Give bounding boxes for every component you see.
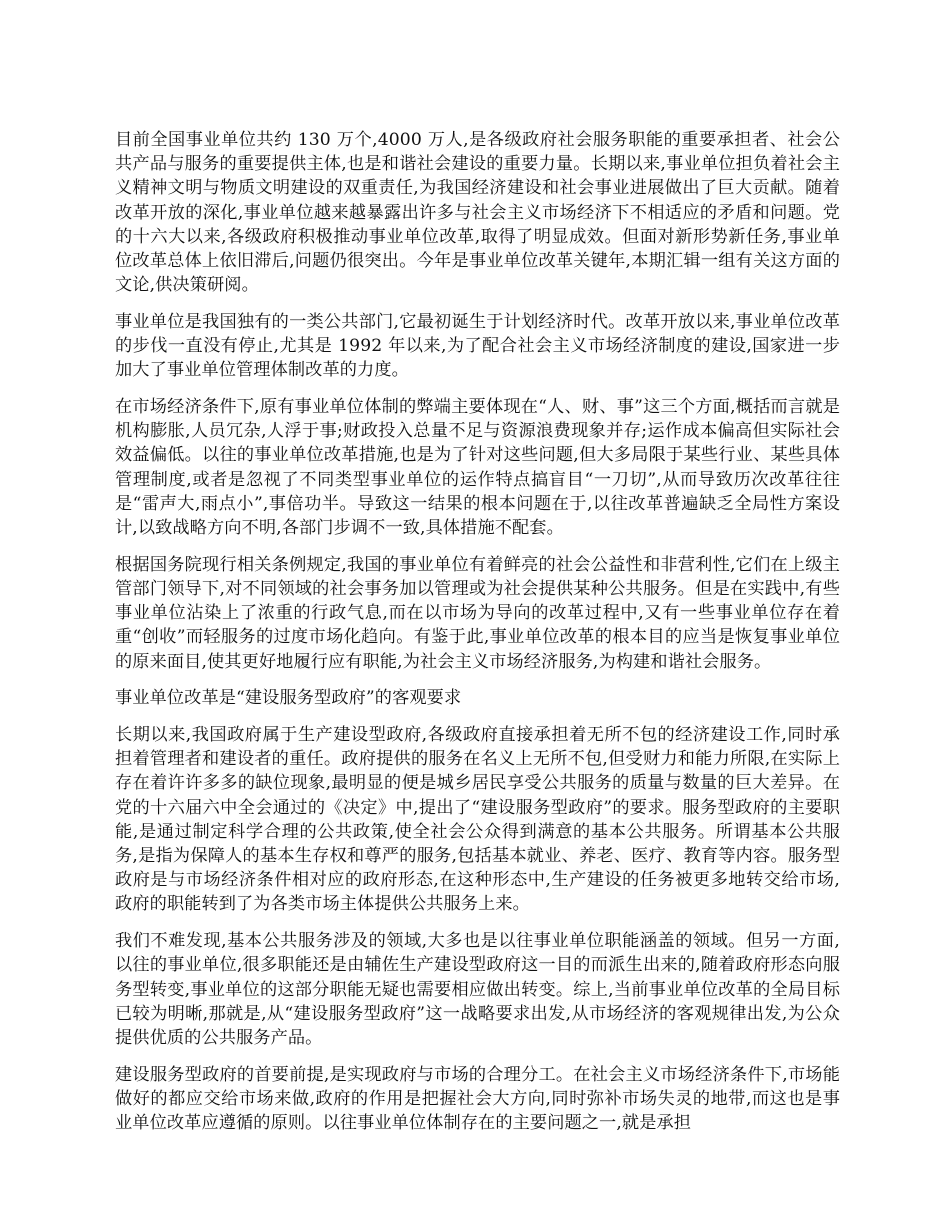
paragraph-public-services: 我们不难发现,基本公共服务涉及的领域,大多也是以往事业单位职能涵盖的领域。但另一方面,以往的事业单位,很多职能还是由辅佐生产建设型政府这一目的而派生出来的,随着政府形态向服务型转变,事业单位的这部分职能无疑也需要相应做出转变。综上,当前事业单位改革的全局目标已较为明晰,那就是,从“建设服务型政府”这一战略要求出发,从市场经济的客观规律出发,为公众提供优质的公共服务产品。 bbox=[115, 931, 840, 1048]
paragraph-market-division: 建设服务型政府的首要前提,是实现政府与市场的合理分工。在社会主义市场经济条件下,市场能做好的都应交给市场来做,政府的作用是把握社会大方向,同时弥补市场失灵的地带,而这也是事业单位改革应遵循的原则。以往事业单位体制存在的主要问题之一,就是承担 bbox=[115, 1064, 840, 1134]
paragraph-origin: 事业单位是我国独有的一类公共部门,它最初诞生于计划经济时代。改革开放以来,事业单位改革的步伐一直没有停止,尤其是 1992 年以来,为了配合社会主义市场经济制度的建设,国家进一步加大了事业单位管理体制改革的力度。 bbox=[115, 311, 840, 381]
paragraph-intro: 目前全国事业单位共约 130 万个,4000 万人,是各级政府社会服务职能的重要承担者、社会公共产品与服务的重要提供主体,也是和谐社会建设的重要力量。长期以来,事业单位担负着社会主义精神文明与物质文明建设的双重责任,为我国经济建设和社会事业进展做出了巨大贡献。随着改革开放的深化,事业单位越来越暴露出许多与社会主义市场经济下不相适应的矛盾和问题。党的十六大以来,各级政府积极推动事业单位改革,取得了明显成效。但面对新形势新任务,事业单位改革总体上依旧滞后,问题仍很突出。今年是事业单位改革关键年,本期汇辑一组有关这方面的文论,供决策研阅。 bbox=[115, 130, 840, 296]
paragraph-public-welfare: 根据国务院现行相关条例规定,我国的事业单位有着鲜亮的社会公益性和非营利性,它们在上级主管部门领导下,对不同领域的社会事务加以管理或为社会提供某种公共服务。但是在实践中,有些事业单位沾染上了浓重的行政气息,而在以市场为导向的改革过程中,又有一些事业单位存在着重“创收”而轻服务的过度市场化趋向。有鉴于此,事业单位改革的根本目的应当是恢复事业单位的原来面目,使其更好地履行应有职能,为社会主义市场经济服务,为构建和谐社会服务。 bbox=[115, 554, 840, 672]
document-body bbox=[115, 128, 840, 1148]
paragraph-service-government: 长期以来,我国政府属于生产建设型政府,各级政府直接承担着无所不包的经济建设工作,同时承担着管理者和建设者的重任。政府提供的服务在名义上无所不包,但受财力和能力所限,在实际上存在着许许多多的缺位现象,最明显的便是城乡居民享受公共服务的质量与数量的巨大差异。在党的十六届六中全会通过的《决定》中,提出了“建设服务型政府”的要求。服务型政府的主要职能,是通过制定科学合理的公共政策,使全社会公众得到满意的基本公共服务。所谓基本公共服务,是指为保障人的基本生存权和尊严的服务,包括基本就业、养老、医疗、教育等内容。服务型政府是与市场经济条件相对应的政府形态,在这种形态中,生产建设的任务被更多地转交给市场,政府的职能转到了为各类市场主体提供公共服务上来。 bbox=[115, 724, 840, 915]
paragraph-drawbacks: 在市场经济条件下,原有事业单位体制的弊端主要体现在“人、财、事”这三个方面,概括而言就是机构膨胀,人员冗杂,人浮于事;财政投入总量不足与资源浪费现象并存;运作成本偏高但实际社会效益偏低。以往的事业单位改革措施,也是为了针对这些问题,但大多局限于某些行业、某些具体管理制度,或者是忽视了不同类型事业单位的运作特点搞盲目“一刀切”,从而导致历次改革往往是“雷声大,雨点小”,事倍功半。导致这一结果的根本问题在于,以往改革普遍缺乏全局性方案设计,以致战略方向不明,各部门步调不一致,具体措施不配套。 bbox=[115, 397, 840, 539]
section-heading: 事业单位改革是“建设服务型政府”的客观要求 bbox=[115, 688, 462, 709]
